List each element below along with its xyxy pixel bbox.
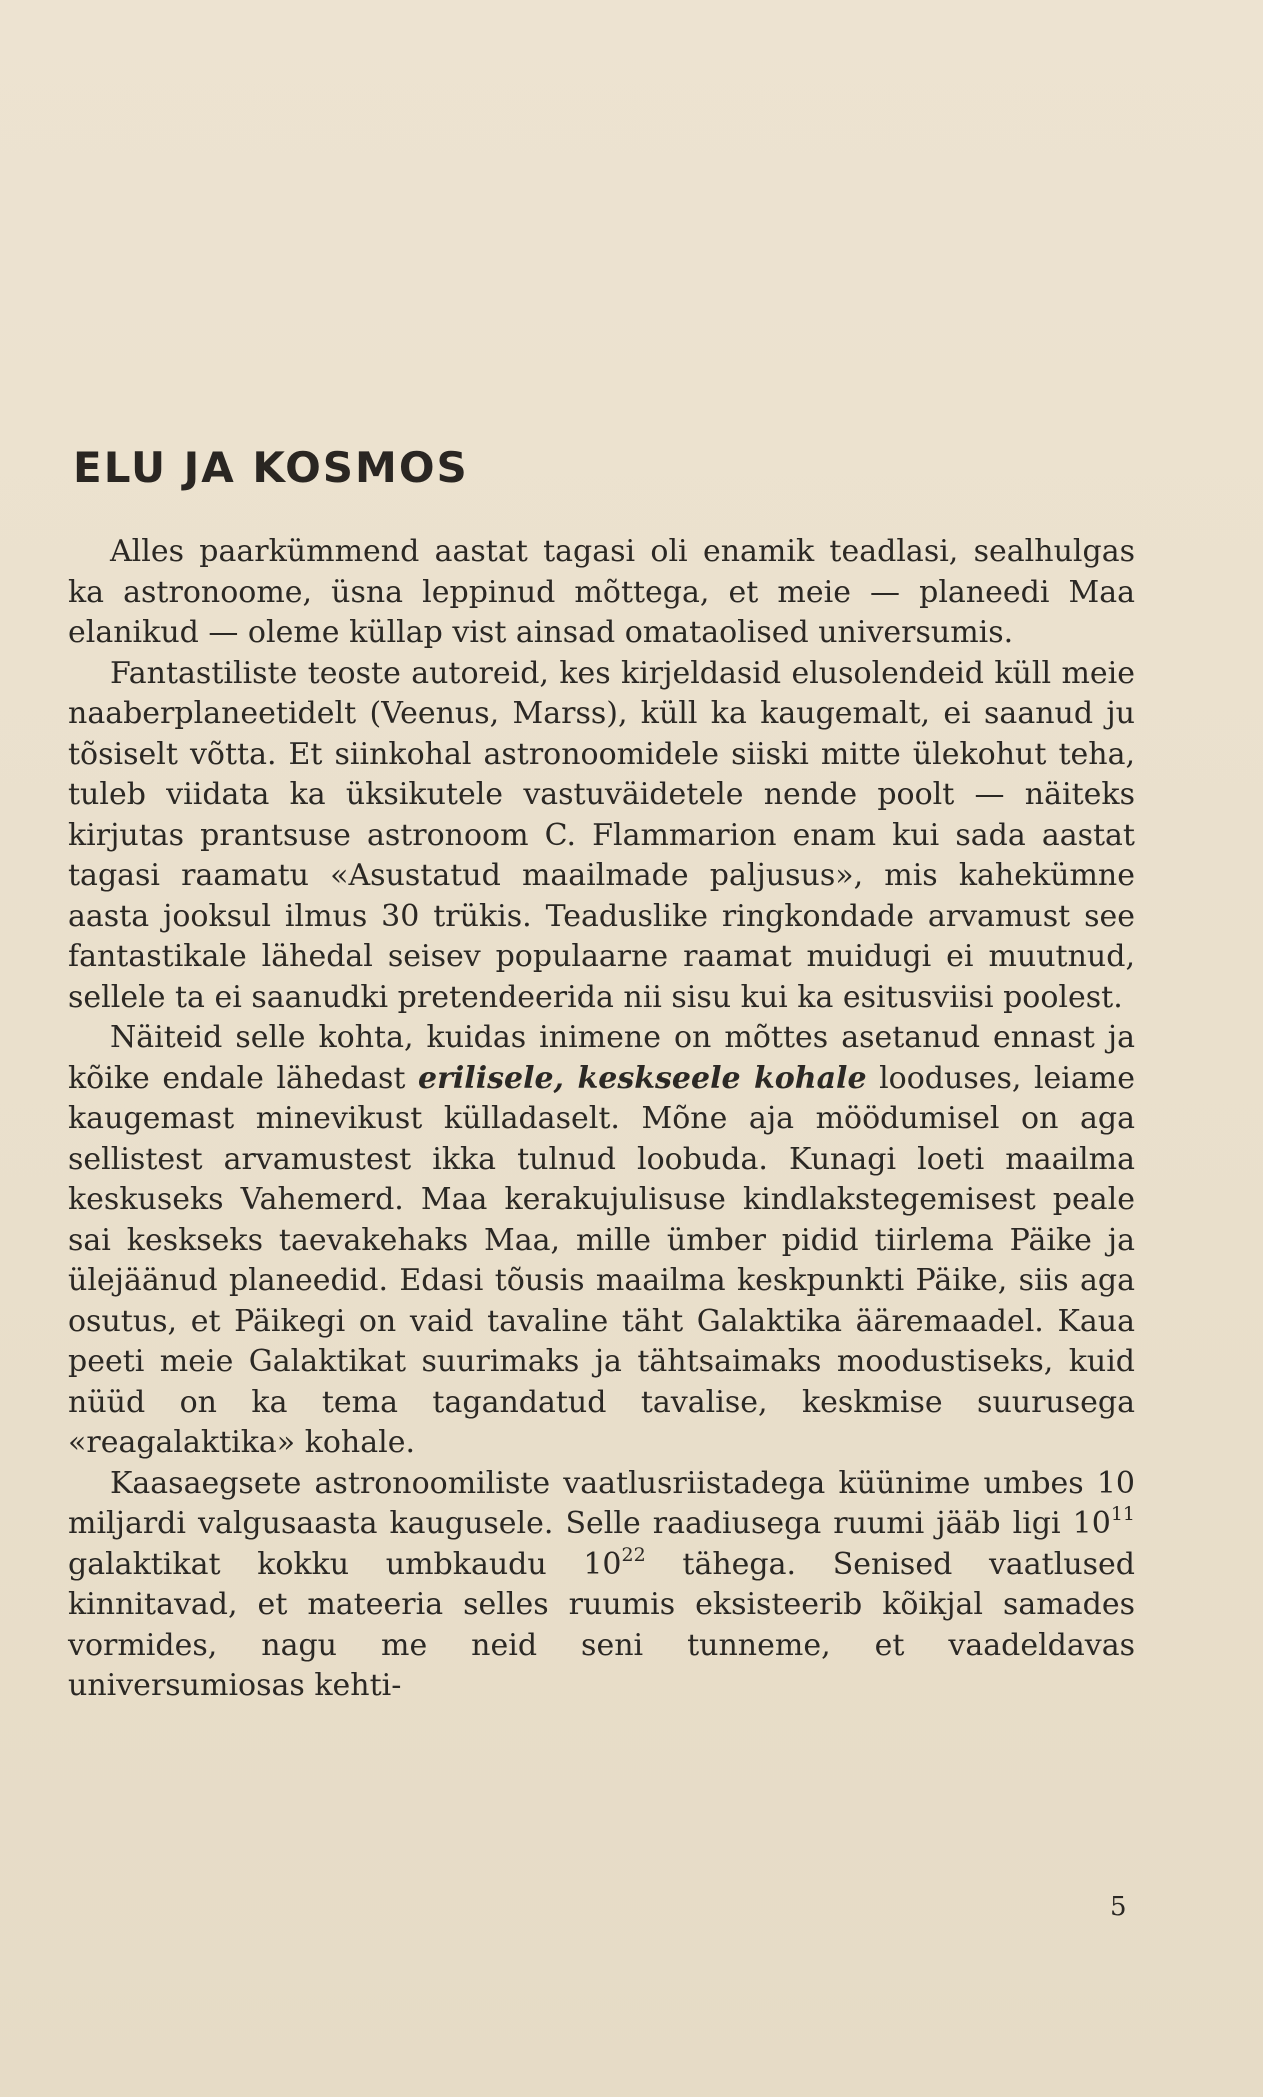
paragraph-2: Fantastiliste teoste autoreid, kes kirjeldasid elusolendeid küll meie naaberplaneetidelt (Veenus, Marss), küll ka kaugemalt, ei saanud ju tõsiselt võtta. Et siinkohal astronoomidele siiski mitte ülekohut teha, tuleb viidata ka üksikutele vastuväidetele nende poolt — näiteks kirjutas prantsuse astronoom C. Flammarion enam kui sada aastat tagasi raamatu «Asustatud maailmade paljusus», mis kahekümne aasta jooksul ilmus 30 trükis. Teaduslike ringkondade arvamust see fantastikale lähedal seisev populaarne raamat muidugi ei muutnud, sellele ta ei saanudki pretendeerida nii sisu kui ka esitusviisi poolest.	[68, 655, 1135, 1015]
exponent-11: 11	[1110, 1503, 1135, 1525]
paragraph-4-text-b: galaktikat kokku umbkaudu 10	[68, 1546, 622, 1582]
paragraph-3	[68, 1018, 1135, 1464]
chapter-title: ELU JA KOSMOS	[73, 443, 469, 492]
body-text	[68, 532, 1135, 1707]
emphasis-text: erilisele, keskseele kohale	[418, 1060, 867, 1096]
paragraph-3-text-b: looduses, leiame kaugemast minevikust külladaselt. Mõne aja möödumisel on aga sellistest arvamustest ikka tulnud loobuda. Kunagi loeti maailma keskuseks Vahemerd. Maa kerakujulisuse kindlakstegemisest peale sai keskseks taevakehaks Maa, mille ümber pidid tiirlema Päike ja ülejäänud planeedid. Edasi tõusis maailma keskpunkti Päike, siis aga osutus, et Päikegi on vaid tavaline täht Galaktika ääremaadel. Kaua peeti meie Galaktikat suurimaks ja tähtsaimaks moodustiseks, kuid nüüd on ka tema tagandatud tavalise, keskmise suurusega «reagalaktika» kohale.	[68, 1060, 1135, 1460]
paragraph-4	[68, 1464, 1135, 1707]
exponent-22: 22	[621, 1543, 646, 1566]
paragraph-4-text-c: tähega. Senised vaatlused kinnitavad, et mateeria selles ruumis eksisteerib kõikjal samades vormides, nagu me neid seni tunneme, et vaadeldavas universumiosas kehti-	[68, 1546, 1136, 1703]
paragraph-3-text-a: Näiteid selle kohta, kuidas inimene on mõttes asetanud ennast ja kõike endale lähedast	[68, 1020, 1135, 1096]
paragraph-4-text-a: Kaasaegsete astronoomiliste vaatlusriistadega küünime umbes 10 miljardi valgusaasta kaugusele. Selle raadiusega ruumi jääb ligi 10	[68, 1465, 1135, 1541]
paragraph-1: Alles paarkümmend aastat tagasi oli enamik teadlasi, sealhulgas ka astronoome, üsna leppinud mõttega, et meie — planeedi Maa elanikud — oleme küllap vist ainsad omataolised universumis.	[68, 534, 1135, 650]
page-number: 5	[1110, 1892, 1127, 1922]
